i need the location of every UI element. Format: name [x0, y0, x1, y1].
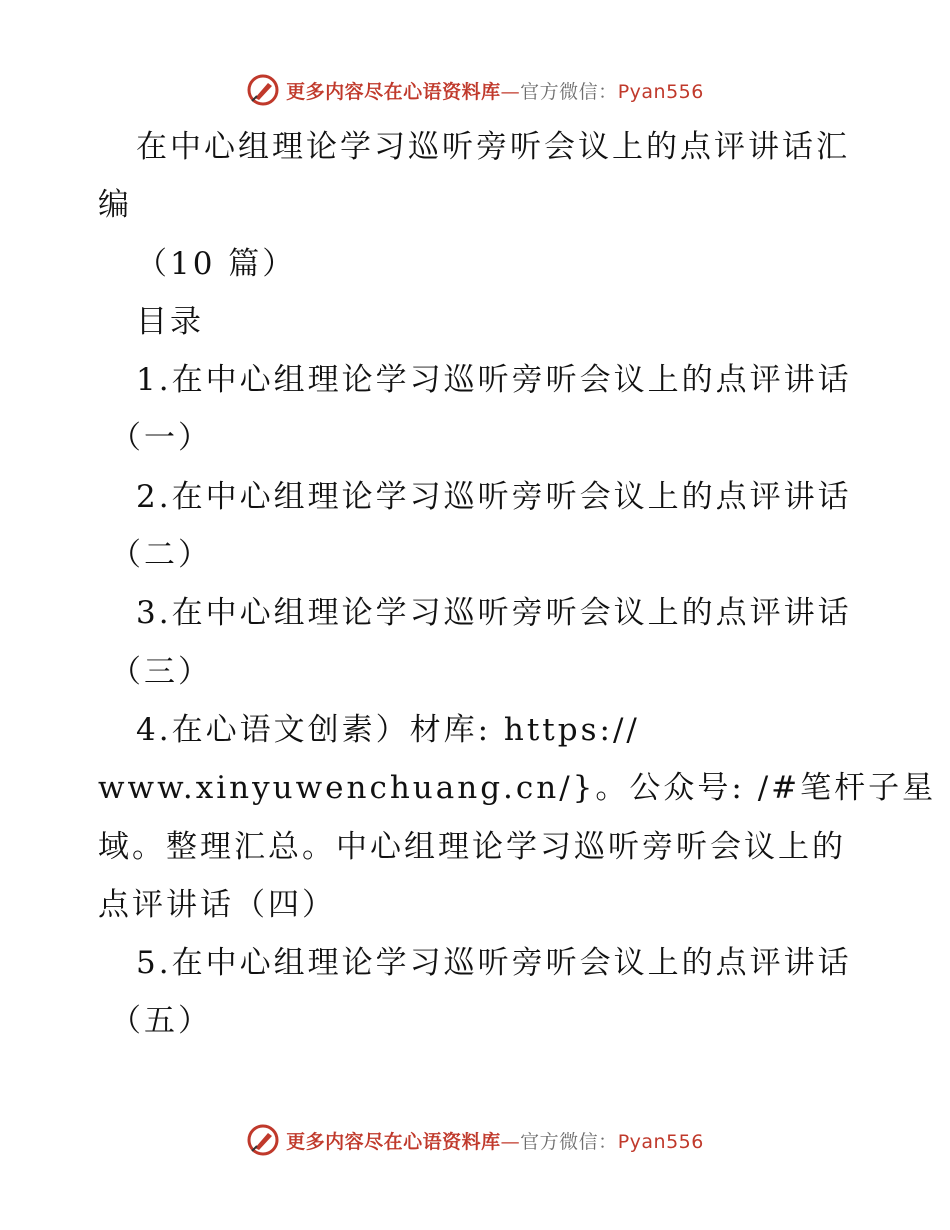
document-title-line-2: 编 [98, 187, 132, 224]
toc-item-3-line-1: 3.在中心组理论学习巡听旁听会议上的点评讲话 [136, 595, 852, 632]
pen-circle-logo-icon [246, 1123, 280, 1157]
banner-text [286, 1127, 704, 1154]
banner-label: 官方微信： [520, 1130, 618, 1153]
footer-banner [0, 1120, 950, 1160]
toc-item-1-line-2: （一） [110, 420, 212, 457]
pen-circle-logo-icon [246, 73, 280, 107]
document-body [98, 118, 937, 1051]
banner-dash: — [500, 80, 521, 103]
toc-item-5-line-2: （五） [110, 1003, 212, 1040]
document-count: （10 篇） [136, 245, 297, 282]
header-banner [0, 70, 950, 110]
toc-item-2-line-2: （二） [110, 537, 212, 574]
banner-main-text: 更多内容尽在心语资料库 [286, 80, 501, 103]
toc-item-4-line-2: www.xinyuwenchuang.cn/}。公众号: /#笔杆子星 [98, 770, 937, 807]
banner-account: Pyan556 [617, 80, 704, 103]
toc-item-4-line-3: 域。整理汇总。中心组理论学习巡听旁听会议上的 [98, 828, 846, 865]
toc-item-2-line-1: 2.在中心组理论学习巡听旁听会议上的点评讲话 [136, 478, 852, 515]
toc-item-1-line-1: 1.在中心组理论学习巡听旁听会议上的点评讲话 [136, 362, 852, 399]
toc-item-4-line-1: 4.在心语文创素）材库: https:// [136, 711, 640, 748]
toc-item-4-line-4: 点评讲话（四） [98, 886, 336, 923]
document-title-line-1: 在中心组理论学习巡听旁听会议上的点评讲话汇 [136, 129, 850, 165]
banner-account: Pyan556 [617, 1130, 704, 1153]
banner-main-text: 更多内容尽在心语资料库 [286, 1130, 501, 1153]
toc-item-3-line-2: （三） [110, 653, 212, 690]
toc-item-5-line-1: 5.在中心组理论学习巡听旁听会议上的点评讲话 [136, 945, 852, 982]
toc-heading: 目录 [136, 303, 204, 340]
banner-label: 官方微信： [520, 80, 618, 103]
banner-text [286, 77, 704, 104]
banner-dash: — [500, 1130, 521, 1153]
